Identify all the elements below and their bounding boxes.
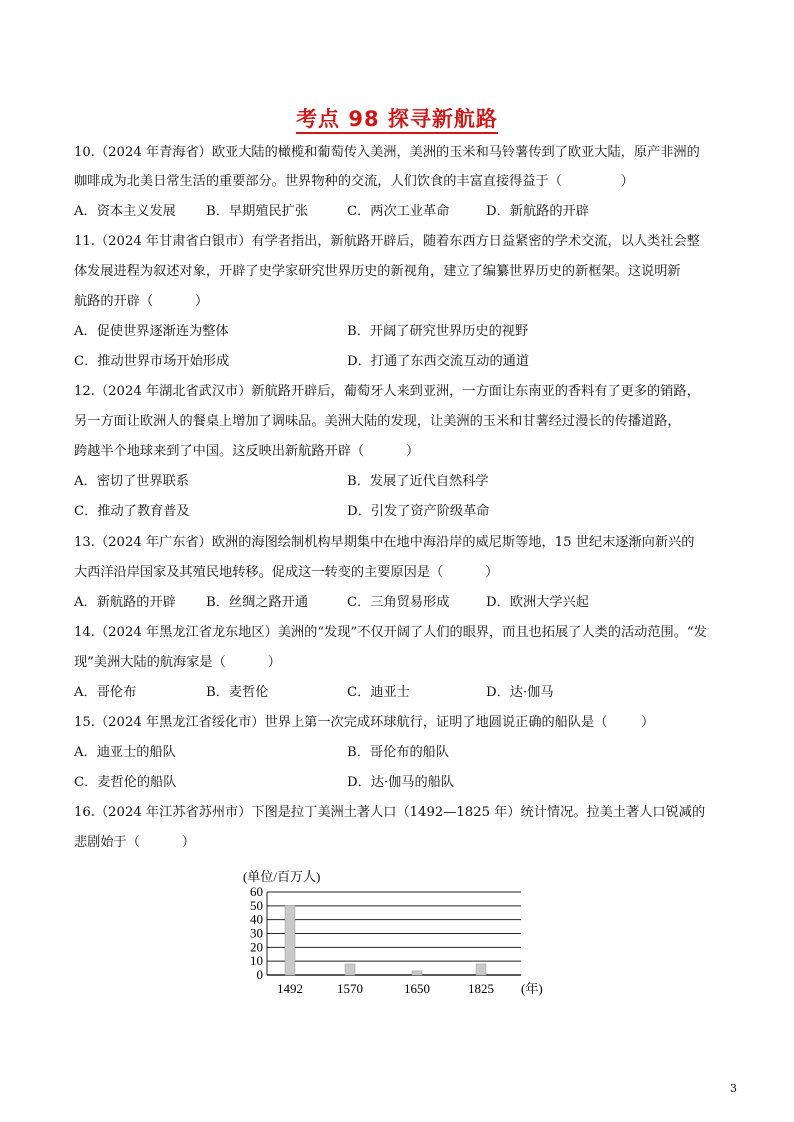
question-10-line-1: 10.（2024 年青海省）欧亚大陆的橄榄和葡萄传入美洲，美洲的玉米和马铃薯传到了欧亚大陆，原产非洲的 (74, 145, 700, 160)
chart-y-tick-label: 0 (256, 967, 263, 982)
question-10-option-d: D．新航路的开辟 (486, 204, 589, 219)
chart-x-tick-label: 1825 (468, 981, 494, 996)
question-13-line-1: 13.（2024 年广东省）欧洲的海图绘制机构早期集中在地中海沿岸的威尼斯等地，15 世纪末逐渐向新兴的 (74, 535, 695, 550)
chart-x-tick-label: 1650 (404, 981, 430, 996)
chart-bar-1492 (285, 906, 295, 975)
question-14-option-d: D．达·伽马 (486, 685, 554, 700)
question-14-option-c: C．迪亚士 (347, 685, 410, 700)
question-12-option-a: A．密切了世界联系 (74, 474, 190, 489)
chart-y-tick-label: 10 (250, 953, 263, 969)
question-12-line-1: 12.（2024 年湖北省武汉市）新航路开辟后，葡萄牙人来到亚洲，一方面让东南亚的香料有了更多的销路， (74, 384, 700, 399)
question-11-option-b: B．开阔了研究世界历史的视野 (347, 324, 529, 339)
question-15-option-a: A．迪亚士的船队 (74, 745, 176, 760)
question-10-line-2: 咖啡成为北美日常生活的重要部分。世界物种的交流，人们饮食的丰富直接得益于（ ） (74, 174, 634, 189)
chart-y-tick-label: 30 (250, 925, 263, 941)
question-12-option-b: B．发展了近代自然科学 (347, 474, 489, 489)
question-14-line-1: 14.（2024 年黑龙江省龙东地区）美洲的“发现”不仅开阔了人们的眼界，而且也拓展了人类的活动范围。“发 (74, 625, 707, 640)
chart-x-tick-label: 1570 (337, 981, 363, 996)
question-10-option-b: B．早期殖民扩张 (206, 204, 309, 219)
question-14-option-a: A．哥伦布 (74, 685, 137, 700)
chart-y-tick-label: 20 (250, 939, 263, 955)
question-11-line-1: 11.（2024 年甘肃省白银市）有学者指出，新航路开辟后，随着东西方日益紧密的学术交流，以人类社会整 (74, 234, 700, 249)
page-title: 考点 98 探寻新航路 (0, 103, 794, 133)
question-12-line-2: 另一方面让欧洲人的餐桌上增加了调味品。美洲大陆的发现，让美洲的玉米和甘薯经过漫长的传播道路， (74, 414, 681, 429)
question-16-line-2: 悲剧始于（ ） (74, 835, 196, 850)
question-12-option-c: C．推动了教育普及 (74, 504, 190, 519)
question-11-line-2: 体发展进程为叙述对象，开辟了史学家研究世界历史的新视角，建立了编纂世界历史的新框架。这说明新 (74, 264, 681, 279)
chart-y-tick-label: 60 (250, 884, 263, 899)
question-11-option-d: D．打通了东西交流互动的通道 (347, 354, 530, 369)
chart-x-axis-label: (年) (521, 981, 543, 996)
question-11-option-a: A．促使世界逐渐连为整体 (74, 324, 229, 339)
question-13-option-c: C．三角贸易形成 (347, 595, 450, 610)
chart-bar-1825 (476, 964, 486, 975)
question-11-option-c: C．推动世界市场开始形成 (74, 354, 230, 369)
question-10-option-c: C．两次工业革命 (347, 204, 450, 219)
question-14-line-2: 现”美洲大陆的航海家是（ ） (74, 655, 281, 670)
question-10-option-a: A．资本主义发展 (74, 204, 176, 219)
population-bar-chart (235, 865, 565, 1000)
page-number: 3 (730, 1082, 737, 1095)
question-13-option-a: A．新航路的开辟 (74, 595, 176, 610)
question-12-option-d: D．引发了资产阶级革命 (347, 504, 490, 519)
question-11-line-3: 航路的开辟（ ） (74, 294, 209, 309)
question-12-line-3: 跨越半个地球来到了中国。这反映出新航路开辟（ ） (74, 444, 420, 459)
chart-y-tick-label: 40 (250, 911, 263, 927)
question-14-option-b: B．麦哲伦 (206, 685, 269, 700)
chart-y-tick-label: 50 (250, 897, 263, 913)
question-15-line-1: 15.（2024 年黑龙江省绥化市）世界上第一次完成环球航行，证明了地圆说正确的船队是（ ） (74, 715, 655, 730)
chart-x-tick-label: 1492 (277, 981, 303, 996)
question-15-option-b: B．哥伦布的船队 (347, 745, 450, 760)
question-15-option-c: C．麦哲伦的船队 (74, 775, 177, 790)
question-13-option-d: D．欧洲大学兴起 (486, 595, 589, 610)
chart-bar-1650 (412, 971, 422, 975)
question-16-line-1: 16.（2024 年江苏省苏州市）下图是拉丁美洲土著人口（1492—1825 年）统计情况。拉美土著人口锐减的 (74, 805, 706, 820)
chart-y-axis-label: (单位/百万人) (243, 869, 321, 884)
question-13-line-2: 大西洋沿岸国家及其殖民地转移。促成这一转变的主要原因是（ ） (74, 565, 499, 580)
question-13-option-b: B．丝绸之路开通 (206, 595, 309, 610)
chart-bar-1570 (345, 964, 355, 975)
question-15-option-d: D．达·伽马的船队 (347, 775, 455, 790)
